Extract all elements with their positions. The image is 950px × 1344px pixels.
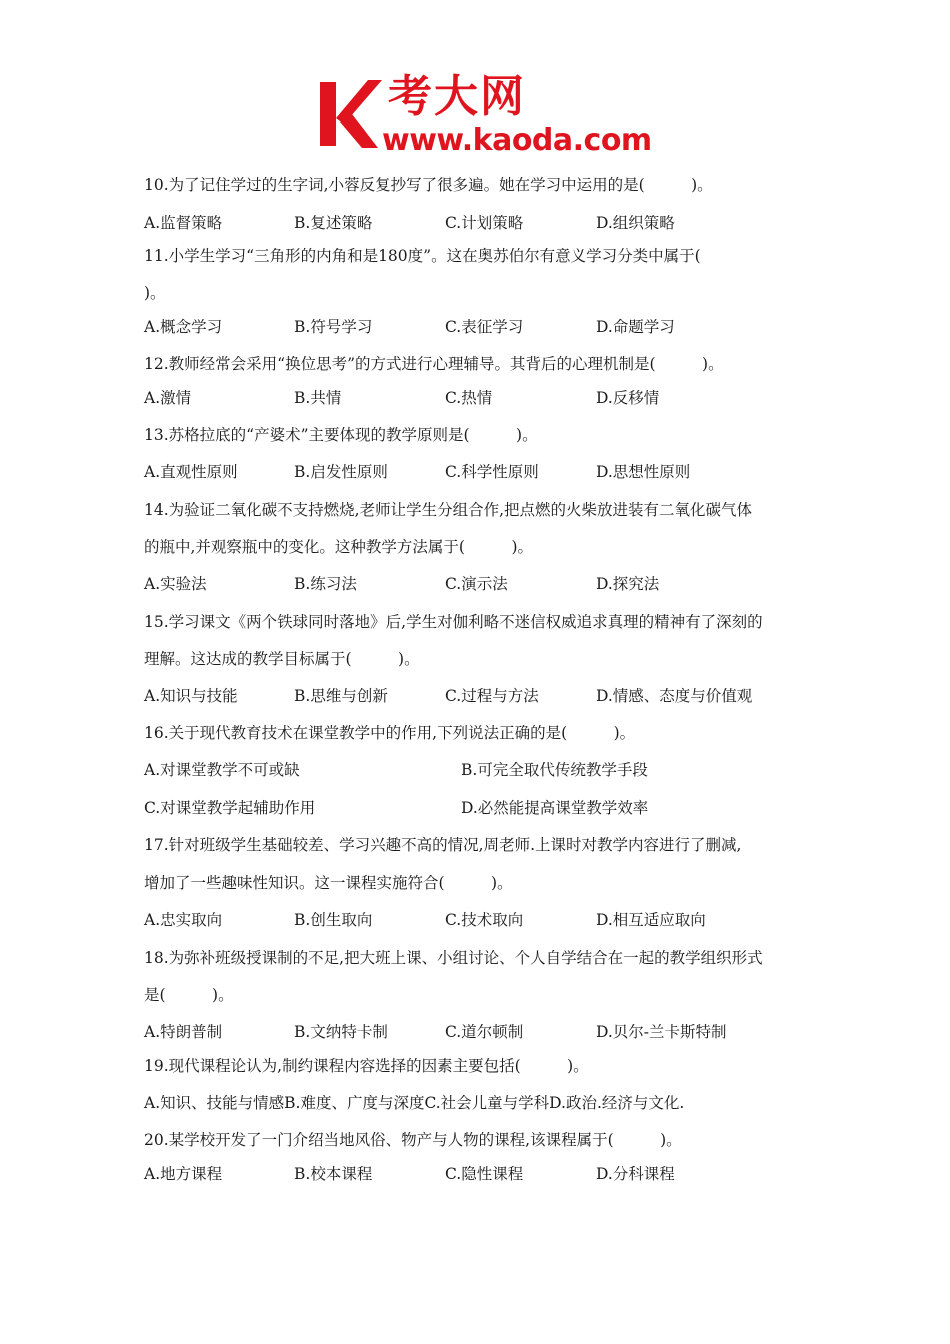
q12-option-c: C.热情 (445, 389, 493, 407)
q15-option-c: C.过程与方法 (445, 687, 539, 705)
q12-option-b: B.共情 (294, 389, 342, 407)
question-18-stem: 18.为弥补班级授课制的不足,把大班上课、小组讨论、个人自学结合在一起的教学组织形式 (144, 949, 763, 967)
q16-option-d: D.必然能提高课堂教学效率 (461, 799, 649, 817)
q15-option-d: D.情感、态度与价值观 (596, 687, 753, 705)
question-15-stem: 15.学习课文《两个铁球同时落地》后,学生对伽利略不迷信权威追求真理的精神有了深刻的 (144, 613, 763, 631)
q14-option-b: B.练习法 (294, 575, 357, 593)
q13-option-c: C.科学性原则 (445, 463, 539, 481)
q17-option-a: A.忠实取向 (144, 911, 223, 929)
kaoda-logo (318, 71, 652, 162)
q20-option-b: B.校本课程 (294, 1165, 373, 1183)
q15-option-a: A.知识与技能 (144, 687, 238, 705)
question-11-stem: 11.小学生学习“三角形的内角和是180度”。这在奥苏伯尔有意义学习分类中属于( (144, 247, 701, 265)
q13-option-d: D.思想性原则 (596, 463, 691, 481)
q17-option-d: D.相互适应取向 (596, 911, 706, 929)
q16-option-b: B.可完全取代传统教学手段 (461, 761, 648, 779)
question-12-stem: 12.教师经常会采用“换位思考”的方式进行心理辅导。其背后的心理机制是( )。 (144, 355, 724, 373)
logo-chinese-name: 考大网 (388, 71, 526, 122)
question-14-stem: 14.为验证二氧化碳不支持燃烧,老师让学生分组合作,把点燃的火柴放进装有二氧化碳气体 (144, 501, 753, 519)
q14-option-a: A.实验法 (144, 575, 207, 593)
question-19-stem: 19.现代课程论认为,制约课程内容选择的因素主要包括( )。 (144, 1057, 589, 1075)
q18-option-b: B.文纳特卡制 (294, 1023, 388, 1041)
q20-option-d: D.分科课程 (596, 1165, 675, 1183)
question-14-stem-cont: 的瓶中,并观察瓶中的变化。这种教学方法属于( )。 (144, 538, 534, 556)
logo-url: www.kaoda.com (382, 123, 652, 158)
q11-option-c: C.表征学习 (445, 318, 524, 336)
question-18-stem-cont: 是( )。 (144, 986, 234, 1004)
q17-option-b: B.创生取向 (294, 911, 373, 929)
q10-option-c: C.计划策略 (445, 214, 524, 232)
q11-option-b: B.符号学习 (294, 318, 373, 336)
question-17-stem-cont: 增加了一些趣味性知识。这一课程实施符合( )。 (144, 874, 513, 892)
question-20-stem: 20.某学校开发了一门介绍当地风俗、物产与人物的课程,该课程属于( )。 (144, 1131, 682, 1149)
q18-option-c: C.道尔顿制 (445, 1023, 524, 1041)
q16-option-a: A.对课堂教学不可或缺 (144, 761, 300, 779)
question-17-stem: 17.针对班级学生基础较差、学习兴趣不高的情况,周老师.上课时对教学内容进行了删减, (144, 836, 742, 854)
q10-option-b: B.复述策略 (294, 214, 373, 232)
q20-option-c: C.隐性课程 (445, 1165, 524, 1183)
q10-option-a: A.监督策略 (144, 214, 223, 232)
q19-options-line: A.知识、技能与情感B.难度、广度与深度C.社会儿童与学科D.政治.经济与文化. (144, 1094, 685, 1112)
question-16-stem: 16.关于现代教育技术在课堂教学中的作用,下列说法正确的是( )。 (144, 724, 636, 742)
q10-option-d: D.组织策略 (596, 214, 675, 232)
q18-option-a: A.特朗普制 (144, 1023, 223, 1041)
q14-option-c: C.演示法 (445, 575, 508, 593)
q13-option-b: B.启发性原则 (294, 463, 388, 481)
question-13-stem: 13.苏格拉底的“产婆术”主要体现的教学原则是( )。 (144, 426, 538, 444)
q11-option-a: A.概念学习 (144, 318, 223, 336)
q17-option-c: C.技术取向 (445, 911, 524, 929)
q14-option-d: D.探究法 (596, 575, 660, 593)
q11-option-d: D.命题学习 (596, 318, 675, 336)
q12-option-a: A.激情 (144, 389, 192, 407)
question-10-stem: 10.为了记住学过的生字词,小蓉反复抄写了很多遍。她在学习中运用的是( )。 (144, 176, 713, 194)
q20-option-a: A.地方课程 (144, 1165, 223, 1183)
k-logo-mark-icon (318, 78, 384, 150)
question-11-stem-cont: )。 (144, 284, 166, 302)
q16-option-c: C.对课堂教学起辅助作用 (144, 799, 316, 817)
q15-option-b: B.思维与创新 (294, 687, 388, 705)
question-15-stem-cont: 理解。这达成的教学目标属于( )。 (144, 650, 420, 668)
q12-option-d: D.反移情 (596, 389, 660, 407)
q13-option-a: A.直观性原则 (144, 463, 238, 481)
q18-option-d: D.贝尔-兰卡斯特制 (596, 1023, 727, 1041)
